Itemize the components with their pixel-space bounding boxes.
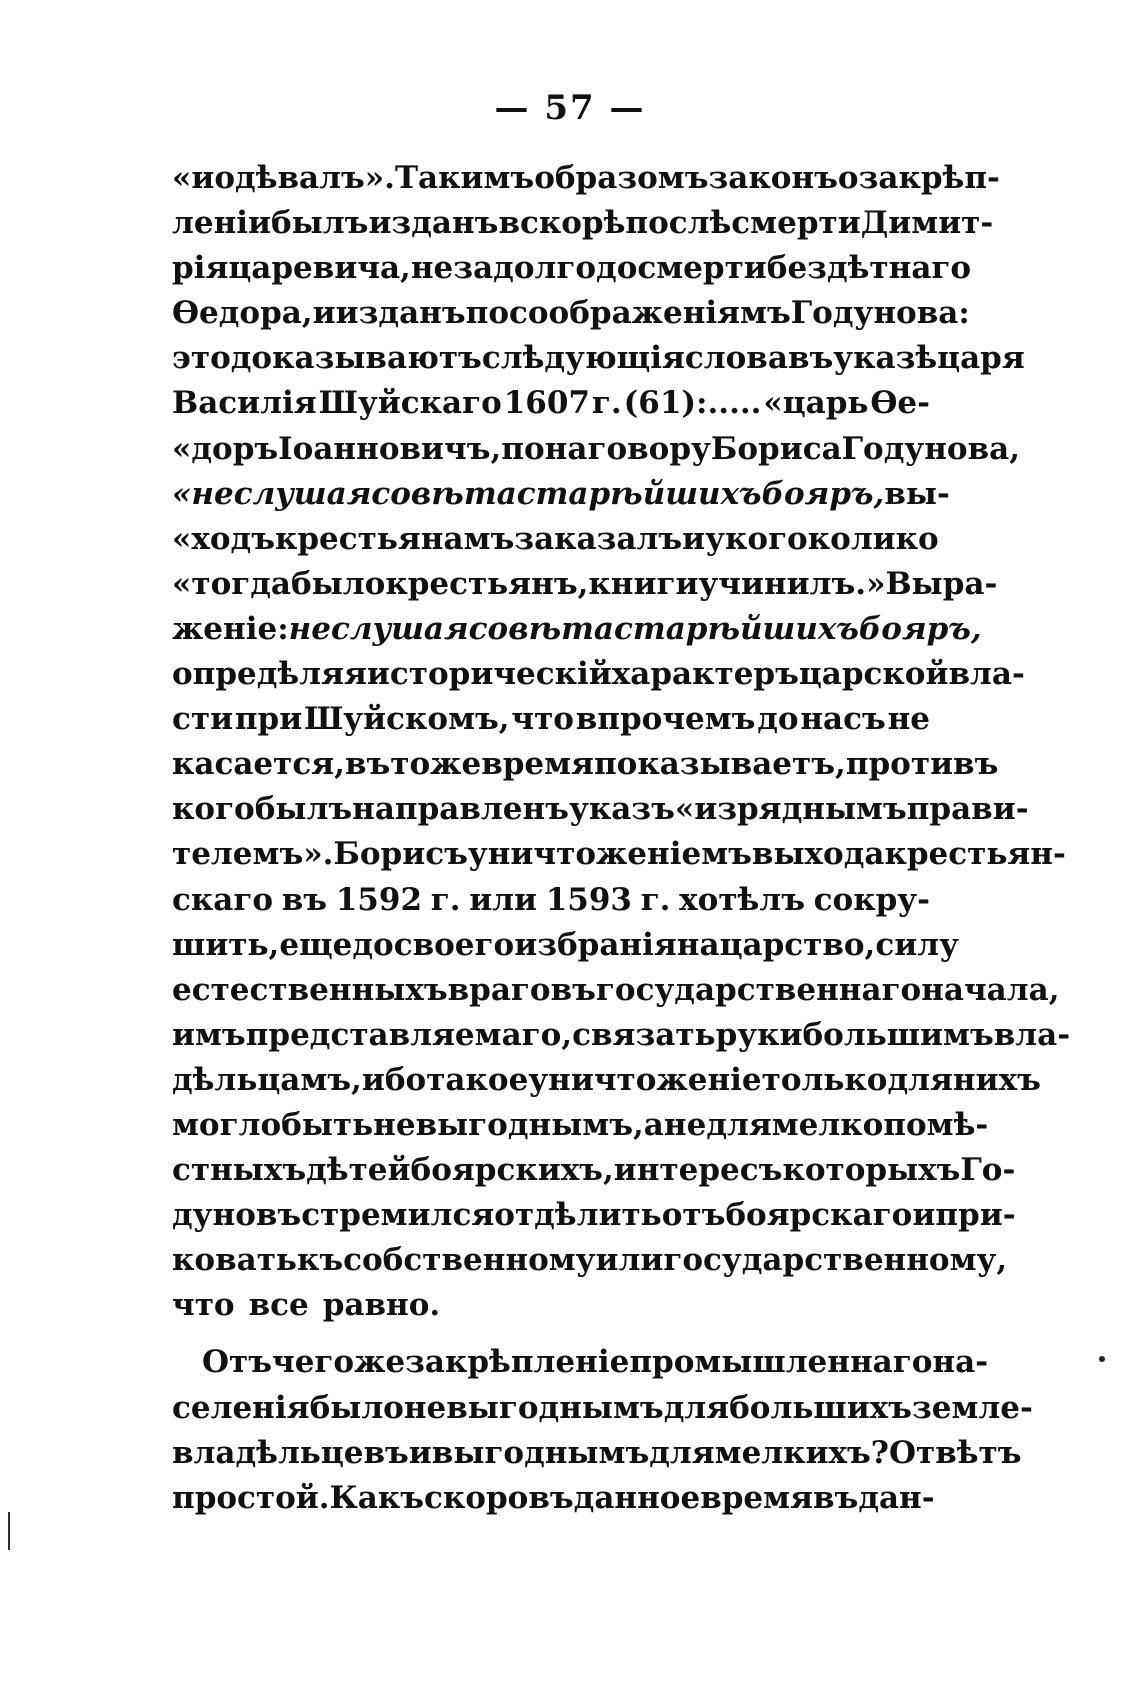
text-line [172,836,1066,881]
word: земле- [911,1389,1033,1426]
word: смерти [731,205,861,242]
word: 1593 [545,881,632,918]
word: царской [798,656,949,693]
word: историческій [366,656,612,693]
word: стныхъ [172,1152,307,1189]
text-line [172,1479,935,1525]
word: старѣйшихъ [516,475,762,512]
word: (61):..... [623,385,762,422]
word: стремился [301,1197,495,1234]
word: до [352,926,394,963]
word: насъ [800,701,886,738]
word: Шуйскомъ, [304,701,510,738]
word: могло [172,1106,282,1143]
word: «тогда [172,565,292,602]
text-line [172,250,972,295]
word: представляемаго, [245,1016,573,1053]
word: и [912,1197,936,1234]
word: прави- [906,791,1029,828]
word: для [663,1389,730,1426]
text-line [172,1287,930,1332]
word: или [469,881,538,918]
word: смерти [637,250,767,287]
word: Бориса [710,430,842,467]
text-line [172,656,1025,701]
word: при- [935,1197,1016,1234]
word: закрѣпленіе [405,1344,630,1381]
word: начала, [921,971,1060,1008]
word: же [354,1344,406,1381]
text-line [172,1106,989,1152]
word: связать [572,1016,716,1053]
word: въ [528,1479,574,1516]
word: крестьян- [884,836,1066,873]
word: большимъ [802,1016,994,1053]
text-line [172,295,970,340]
word: Отвѣтъ [888,1434,1022,1471]
word: или [595,1242,664,1279]
text-line [172,1344,989,1389]
word: данное [573,1479,701,1516]
word: и [682,520,706,557]
word: то [390,746,431,783]
word: телемъ». [172,836,334,873]
word: большихъ [729,1389,912,1426]
text-line [172,475,950,521]
body-text [172,160,1071,1525]
word: совѣта [371,475,517,512]
word: до [757,701,799,738]
word: о [837,160,859,196]
word: Өедора, [172,295,313,332]
word: боярскихъ, [410,1152,614,1189]
word: заказалъ [514,520,683,557]
word: сокру- [813,881,930,918]
word: отдѣлить [494,1197,662,1234]
word: равно. [322,1287,441,1324]
word: простой. [172,1479,330,1516]
word: Өе- [870,385,930,422]
word: не [887,701,930,738]
word: характеръ [611,656,799,693]
text-line [172,520,939,566]
word: кого [725,520,808,557]
word: время [481,746,594,783]
word: учинилъ.» [698,565,886,602]
word: Выра- [885,565,998,602]
word: скоро [424,1479,529,1516]
word: для [649,1434,715,1471]
word: только [761,1061,888,1098]
word: было [309,1389,404,1426]
text-line [172,1061,1041,1107]
word: показываетъ, [593,746,846,783]
word: доказываютъ [230,340,482,377]
word: наговору [544,430,711,467]
text-line [172,565,998,611]
word: дуновъ [172,1197,302,1234]
word: это [172,340,231,377]
word: время [700,1479,813,1516]
word: чего [272,1344,355,1381]
word: и [408,1434,432,1471]
word: «ходъ [172,520,275,557]
word: избранія [514,926,677,963]
word: естественныхъ [172,971,448,1008]
word: уничтоженіемъ [467,836,752,873]
word: что [172,1287,235,1324]
word: Шуйскаго [318,385,502,422]
word: дѣтей [306,1152,411,1189]
word: соображеніямъ [509,295,791,332]
word: бояръ, [858,610,982,647]
word: крестьянъ, [385,565,589,602]
word: въ [787,340,834,377]
word: имъ [172,1016,246,1053]
text-line [172,926,959,972]
word: указѣ [833,340,938,377]
word: вскорѣ [498,205,626,242]
word: касается, [172,746,345,783]
word: слушая [331,610,469,647]
word: Борисъ [333,836,468,873]
word: интересъ [613,1152,783,1189]
text-line [172,971,1060,1017]
word: не [288,610,331,647]
word: государственному, [663,1242,1008,1279]
word: «царь [763,385,869,422]
word: для [887,1061,953,1098]
word: вла- [948,656,1025,693]
word: Іоанновичъ, [278,430,502,467]
word: 1607 [503,385,590,422]
word: быть [281,1106,374,1143]
word: слова [684,340,788,377]
word: вы- [884,475,950,512]
word: хотѣлъ [679,881,805,918]
text-line [172,205,994,250]
word: что [511,701,574,738]
text-line [172,340,1025,385]
word: г. [591,385,622,422]
word: ибо [361,1061,427,1098]
word: вла- [993,1016,1071,1053]
word: Отъ [202,1344,272,1381]
word: государственнаго [595,971,922,1008]
text-line [172,1389,1033,1435]
word: сти [172,701,234,738]
word: книги [588,565,699,602]
word: Какъ [329,1479,425,1516]
text-line [172,746,999,791]
word: мелкихъ? [714,1434,889,1471]
word: же [430,746,482,783]
page-number: — 57 — [494,88,646,128]
word: былъ [254,791,353,828]
word: невыгоднымъ, [373,1106,644,1143]
word: изданъ [335,295,466,332]
word: было [291,565,386,602]
word: послѣ [625,205,732,242]
word: еще [279,926,353,963]
word: совѣта [468,610,615,647]
word: бояръ, [761,475,885,512]
word: и [312,295,336,332]
text-line [172,791,1029,836]
word: указъ [568,791,675,828]
word: «доръ [172,430,279,467]
word: законъ [708,160,838,196]
word: не [663,1106,707,1143]
text-line [172,160,1000,205]
word: г. [640,881,671,918]
word: г. [430,881,461,918]
word: ковать [172,1242,297,1279]
word: собственному [343,1242,596,1279]
word: враговъ [447,971,596,1008]
word: для [706,1106,772,1143]
word: а [643,1106,664,1143]
word: на [676,926,720,963]
word: своего [393,926,515,963]
word: владѣльцевъ [172,1434,409,1471]
word: по [465,295,509,332]
word: противъ [845,746,999,783]
word: колико [807,520,939,557]
word: къ [296,1242,344,1279]
word: дан- [858,1479,935,1516]
word: селенія [172,1389,310,1426]
word: промышленнаго [629,1344,933,1381]
word: боярскаго [725,1197,913,1234]
word: уничтоженіе [528,1061,762,1098]
scan-edge-mark [8,1512,10,1550]
word: Димит- [860,205,994,242]
word: Годунова: [790,295,970,332]
text-line [172,1434,1022,1480]
word: кого [172,791,255,828]
text-line [172,1242,1008,1287]
word: царевича, [228,250,411,287]
word: закрѣп- [858,160,1000,196]
word: скаго [172,881,274,918]
word: въ [344,746,391,783]
word: по [501,430,545,467]
word: мелкопомѣ- [771,1106,989,1143]
word: «и [172,160,215,196]
text-line [172,610,982,656]
word: Такимъ [394,160,535,196]
word: не [410,250,454,287]
word: въ [812,1479,859,1516]
word: царя [937,340,1025,377]
word: былъ [271,205,369,242]
word: старѣйшихъ [614,610,859,647]
text-line [172,430,1021,476]
word: выгоднымъ [431,1434,650,1471]
word: все [248,1287,309,1324]
word: у [705,520,725,557]
word: бездѣтнаго [766,250,972,287]
word: которыхъ [782,1152,961,1189]
word: Годунова, [841,430,1021,467]
word: опредѣляя [172,656,367,693]
word: слушая [233,475,372,512]
word: при [234,701,303,738]
word: «изряднымъ [674,791,907,828]
word: невыгоднымъ [403,1389,664,1426]
text-line [172,1197,1016,1242]
word: крестьянамъ [274,520,515,557]
word: рія [172,250,229,287]
text-line [172,1016,1071,1062]
text-line [172,1152,1016,1197]
word: на- [932,1344,989,1381]
word: въ [281,881,328,918]
word: леніи [172,205,272,242]
word: до [596,250,638,287]
word: дѣльцамъ, [172,1061,362,1098]
word: изданъ [368,205,499,242]
word: Василія [172,385,317,422]
word: впрочемъ [575,701,756,738]
word: 1592 [335,881,423,918]
word: руки [715,1016,803,1053]
word: образомъ [534,160,709,196]
text-line [172,701,930,746]
word: царство, [719,926,876,963]
word: слѣдующія [481,340,685,377]
word: «не [172,475,234,512]
word: нихъ [952,1061,1041,1098]
word: Го- [960,1152,1016,1189]
word: направленъ [352,791,569,828]
word: выхода [751,836,885,873]
scan-speck [1099,1356,1105,1362]
word: силу [875,926,959,963]
word: такое [426,1061,529,1098]
word: задолго [453,250,597,287]
paragraph-gap [172,1332,930,1344]
word: шить, [172,926,280,963]
word: отъ [661,1197,726,1234]
word: одѣвалъ». [214,160,395,196]
text-line [172,385,930,430]
word: женіе: [172,610,289,647]
text-line [172,882,930,927]
